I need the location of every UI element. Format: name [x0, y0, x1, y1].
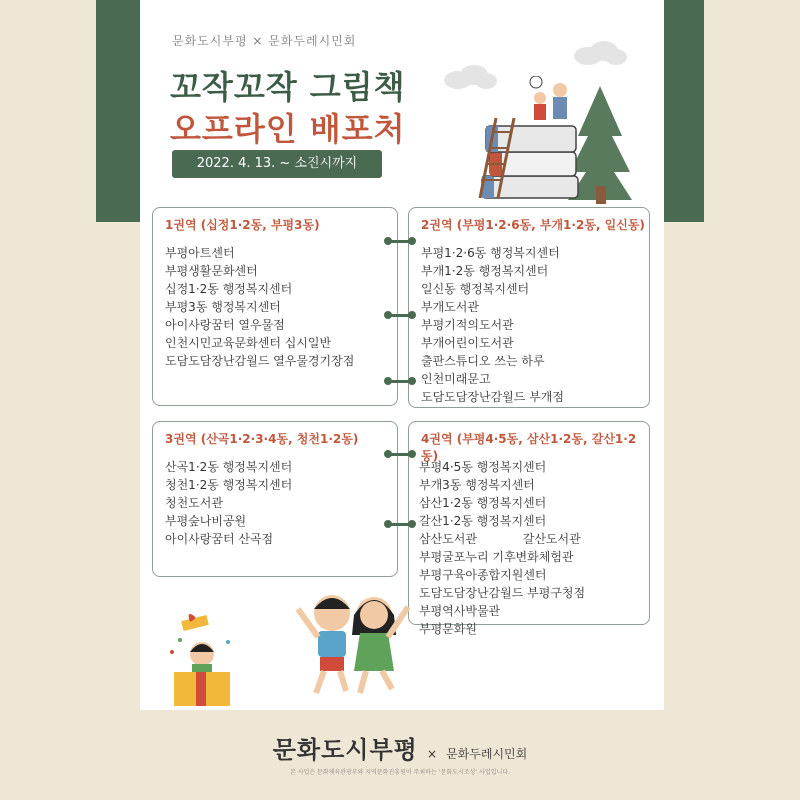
list-item: 청천도서관 [165, 496, 223, 510]
org-line: 문화도시부평 × 문화두레시민회 [172, 34, 357, 48]
kids-illustration [290, 585, 420, 700]
list-item: 갈산1·2동 행정복지센터 [419, 514, 547, 528]
list-item: 출판스튜디오 쓰는 하루 [421, 354, 545, 368]
books-tree-illustration [472, 76, 648, 206]
list-item: 일신동 행정복지센터 [421, 282, 530, 296]
list-item: 부평4·5동 행정복지센터 [419, 460, 547, 474]
connector-dot [384, 377, 392, 385]
list-item: 부평역사박물관 [419, 604, 501, 618]
zone-list [165, 244, 354, 370]
list-item: 부평1·2·6동 행정복지센터 [421, 246, 560, 260]
list-item: 인천시민교육문화센터 십시일반 [165, 336, 332, 350]
list-item: 부개1·2동 행정복지센터 [421, 264, 549, 278]
footer [0, 730, 800, 776]
list-item: 아이사랑꿈터 산곡점 [165, 532, 274, 546]
list-item: 삼산1·2동 행정복지센터 [419, 496, 547, 510]
connector-dot [384, 237, 392, 245]
list-item: 부개3동 행정복지센터 [419, 478, 535, 492]
list-item: 도담도담장난감월드 열우물경기장점 [165, 354, 355, 368]
zone-3-box [152, 421, 398, 577]
zone-title: 4권역 (부평4·5동, 삼산1·2동, 갈산1·2동) [421, 432, 637, 463]
connector-dot [408, 520, 416, 528]
list-item: 십정1·2동 행정복지센터 [165, 282, 293, 296]
list-item: 삼산도서관 갈산도서관 [419, 532, 581, 546]
zone-title: 1권역 (십정1·2동, 부평3동) [165, 218, 320, 232]
footer-sub: 본 사업은 문화체육관광부와 지역문화진흥원이 주최하는 ‘문화도시조성’ 사업입니다. [289, 769, 511, 776]
connector-dot [384, 311, 392, 319]
list-item: 부평숲나비공원 [165, 514, 247, 528]
connector-dot [408, 237, 416, 245]
list-item: 부평문화원 [419, 622, 477, 636]
zone-list [165, 458, 292, 548]
zone-title: 2권역 (부평1·2·6동, 부개1·2동, 일신동) [421, 218, 645, 232]
zone-1-box [152, 207, 398, 406]
list-item: 부개어린이도서관 [421, 336, 514, 350]
connector-dot [408, 311, 416, 319]
list-item: 아이사랑꿈터 열우물점 [165, 318, 285, 332]
footer-x: × [426, 747, 437, 761]
list-item: 도담도담장난감월드 부개점 [421, 390, 564, 404]
gift-box-illustration [168, 612, 238, 708]
zone-list [419, 458, 585, 638]
cloud-icon [570, 40, 630, 66]
list-item: 산곡1·2동 행정복지센터 [165, 460, 293, 474]
list-item: 청천1·2동 행정복지센터 [165, 478, 293, 492]
zone-title: 3권역 (산곡1·2·3·4동, 청천1·2동) [165, 432, 359, 446]
list-item: 인천미래문고 [421, 372, 491, 386]
list-item: 부개도서관 [421, 300, 479, 314]
page-title-line1: 꼬작꼬작 그림책 [170, 68, 406, 106]
zone-list [421, 244, 564, 406]
footer-org: 문화두레시민회 [446, 747, 528, 761]
list-item: 부평구육아종합지원센터 [419, 568, 547, 582]
list-item: 부평생활문화센터 [165, 264, 258, 278]
connector-dot [408, 377, 416, 385]
connector-dot [384, 520, 392, 528]
zone-2-box [408, 207, 650, 408]
list-item: 부평3동 행정복지센터 [165, 300, 281, 314]
list-item: 도담도담장난감월드 부평구청점 [419, 586, 586, 600]
zone-4-box [408, 421, 650, 636]
page-title-line2: 오프라인 배포처 [170, 110, 406, 148]
date-badge: 2022. 4. 13. ~ 소진시까지 [172, 150, 382, 178]
connector-dot [408, 450, 416, 458]
list-item: 부평굴포누리 기후변화체험관 [419, 550, 574, 564]
connector-dot [384, 450, 392, 458]
list-item: 부평아트센터 [165, 246, 235, 260]
list-item: 부평기적의도서관 [421, 318, 514, 332]
footer-logo: 문화도시부평 [272, 736, 418, 764]
